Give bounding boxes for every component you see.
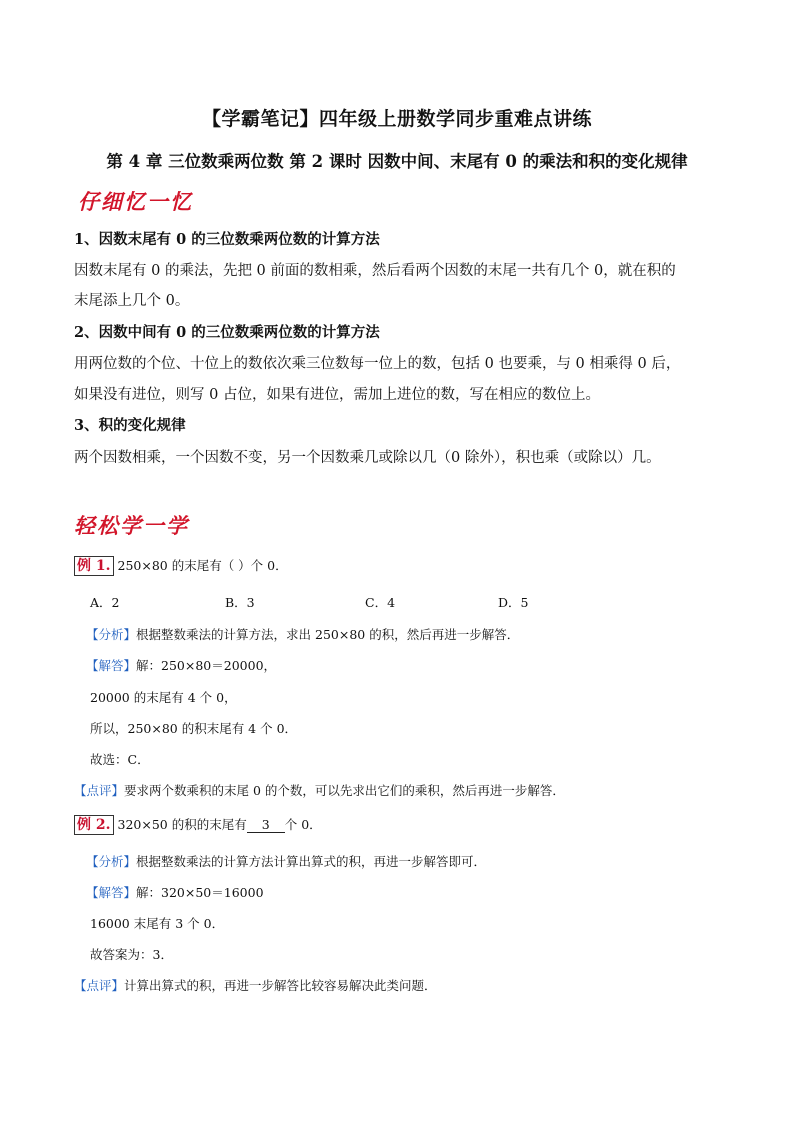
example-1-comment-tag: 【点评】 [74, 783, 125, 798]
lesson-subtitle: 第 4 章 三位数乘两位数 第 2 课时 因数中间、末尾有 0 的乘法和积的变化规律 [106, 152, 688, 171]
example-1-answer [86, 656, 276, 674]
example-1-comment-text: 要求两个数乘积的末尾 0 的个数，可以先求出它们的乘积，然后再进一步解答． [124, 783, 565, 798]
example-2-question [74, 815, 322, 835]
example-2-label: 例 2. [74, 815, 114, 835]
example-2-comment-text: 计算出算式的积，再进一步解答比较容易解决此类问题． [124, 978, 437, 993]
example-2-analysis [86, 852, 486, 870]
example-2-comment-tag: 【点评】 [74, 978, 125, 993]
review-point-2-heading: 2、因数中间有 0 的三位数乘两位数的计算方法 [74, 324, 380, 341]
example-1-answer-line-3: 所以，250×80 的积末尾有 4 个 0． [90, 721, 298, 736]
example-1-answer-line-1: 解：250×80＝20000， [136, 658, 277, 673]
review-point-2-text-a: 用两位数的个位、十位上的数依次乘三位数每一位上的数，包括 0 也要乘，与 0 相乘得 0 后， [74, 356, 681, 372]
example-2-analysis-tag: 【分析】 [86, 854, 137, 869]
review-point-3-heading: 3、积的变化规律 [74, 417, 186, 434]
example-1-comment [74, 781, 565, 799]
review-point-1-text-a: 因数末尾有 0 的乘法，先把 0 前面的数相乘，然后看两个因数的末尾一共有几个 0，就在积的 [74, 263, 676, 279]
example-1-question-text: 250×80 的末尾有（ ）个 0． [117, 558, 288, 573]
example-2-answer-line-1: 解：320×50＝16000 [136, 885, 264, 900]
review-point-1-heading: 1、因数末尾有 0 的三位数乘两位数的计算方法 [74, 231, 380, 248]
example-1-label: 例 1. [74, 556, 114, 576]
example-1-analysis-tag: 【分析】 [86, 627, 137, 642]
document-title: 【学霸笔记】四年级上册数学同步重难点讲练 [201, 108, 592, 130]
example-2-answer-line-3: 故答案为：3． [90, 947, 173, 962]
review-point-2-text-b: 如果没有进位，则写 0 占位，如果有进位，需加上进位的数，写在相应的数位上。 [74, 387, 600, 403]
example-2-comment [74, 976, 437, 994]
example-1-answer-tag: 【解答】 [86, 658, 137, 673]
review-point-1-text-b: 末尾添上几个 0。 [74, 293, 190, 309]
example-1-answer-line-4: 故选：C． [90, 752, 150, 767]
example-2-answer-line-2: 16000 末尾有 3 个 0． [90, 916, 225, 931]
example-1-option-a: A．2 [90, 595, 120, 610]
example-1-analysis-text: 根据整数乘法的计算方法，求出 250×80 的积，然后再进一步解答． [136, 627, 520, 642]
example-1-answer-line-2: 20000 的末尾有 4 个 0， [90, 690, 237, 705]
example-2-analysis-text: 根据整数乘法的计算方法计算出算式的积，再进一步解答即可． [136, 854, 487, 869]
example-2-question-text: 320×50 的积的末尾有 [117, 817, 247, 832]
example-2-answer-blank: 3 [247, 818, 285, 833]
example-1-option-c: C．4 [365, 595, 396, 610]
example-2-answer-tag: 【解答】 [86, 885, 137, 900]
example-1-analysis [86, 625, 519, 643]
example-1-option-d: D．5 [498, 595, 529, 610]
example-2-question-suffix: 个 0． [284, 817, 322, 832]
review-section-heading: 仔细忆一忆 [78, 189, 193, 214]
learn-section-heading: 轻松学一学 [74, 513, 189, 538]
review-point-3-text: 两个因数相乘，一个因数不变，另一个因数乘几或除以几（0 除外），积也乘（或除以）几。 [74, 450, 661, 466]
example-1-question [74, 556, 288, 576]
example-2-answer [86, 883, 264, 901]
example-1-option-b: B．3 [225, 595, 255, 610]
